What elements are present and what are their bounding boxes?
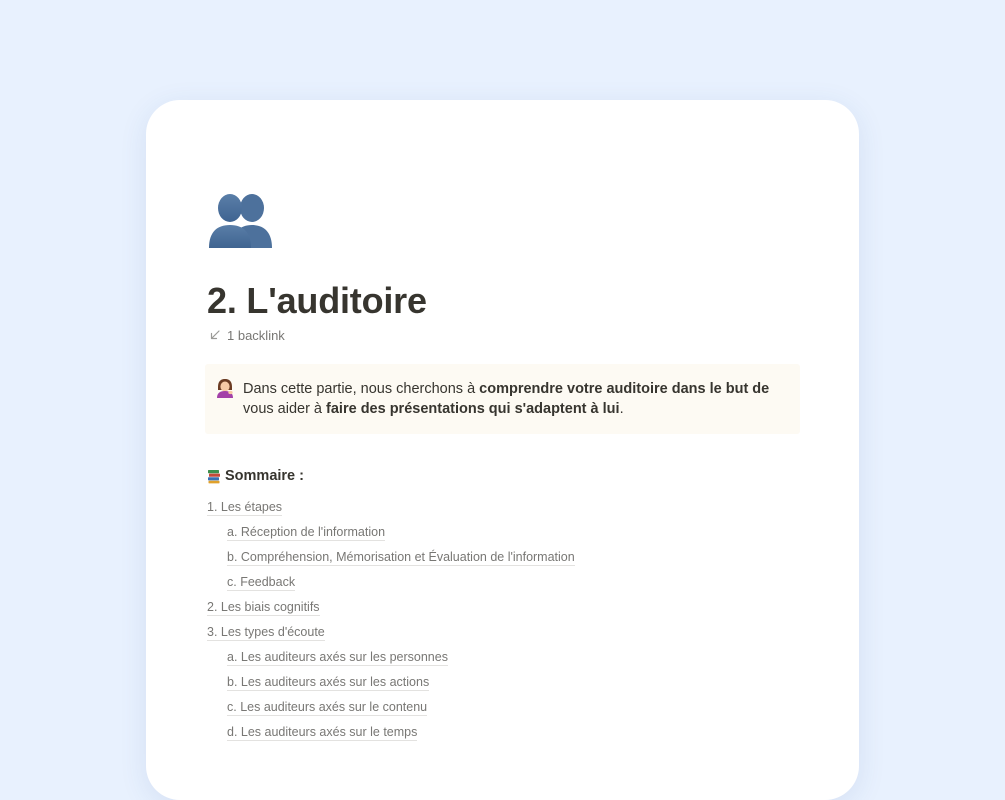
callout-text-part: Dans cette partie, nous cherchons à [243, 381, 480, 397]
toc-link[interactable]: a. Les auditeurs axés sur les personnes [227, 650, 448, 664]
callout-bold-text: comprendre votre auditoire dans le but de [479, 381, 770, 397]
woman-tipping-hand-icon[interactable] [215, 378, 235, 398]
arrow-down-left-icon [209, 329, 221, 341]
toc-link[interactable]: 2. Les biais cognitifs [207, 600, 320, 614]
backlink-label: 1 backlink [227, 327, 285, 343]
summary-heading [207, 468, 304, 484]
toc-link[interactable]: c. Feedback [227, 575, 296, 589]
toc-link[interactable]: b. Compréhension, Mémorisation et Évaluation de l'information [227, 550, 575, 564]
backlink-button[interactable] [209, 327, 285, 343]
toc-link[interactable]: c. Les auditeurs axés sur le contenu [227, 700, 428, 714]
callout-bold-text: faire des présentations qui s'adaptent à lui [326, 401, 620, 417]
books-icon [207, 469, 221, 484]
callout-text-part: vous aider à [243, 401, 327, 417]
two-people-silhouette-icon[interactable] [206, 188, 280, 250]
callout-text-part: . [619, 401, 624, 417]
toc-link[interactable]: a. Réception de l'information [227, 525, 386, 539]
page-card [146, 100, 859, 800]
toc-link[interactable]: 3. Les types d'écoute [207, 625, 325, 639]
callout-block [205, 364, 800, 434]
callout-text [243, 379, 783, 419]
toc-link[interactable]: 1. Les étapes [207, 500, 283, 514]
toc-link[interactable]: d. Les auditeurs axés sur le temps [227, 725, 418, 739]
toc-link[interactable]: b. Les auditeurs axés sur les actions [227, 675, 430, 689]
summary-heading-label: Sommaire : [225, 468, 304, 484]
page-title: 2. L'auditoire [207, 280, 427, 321]
